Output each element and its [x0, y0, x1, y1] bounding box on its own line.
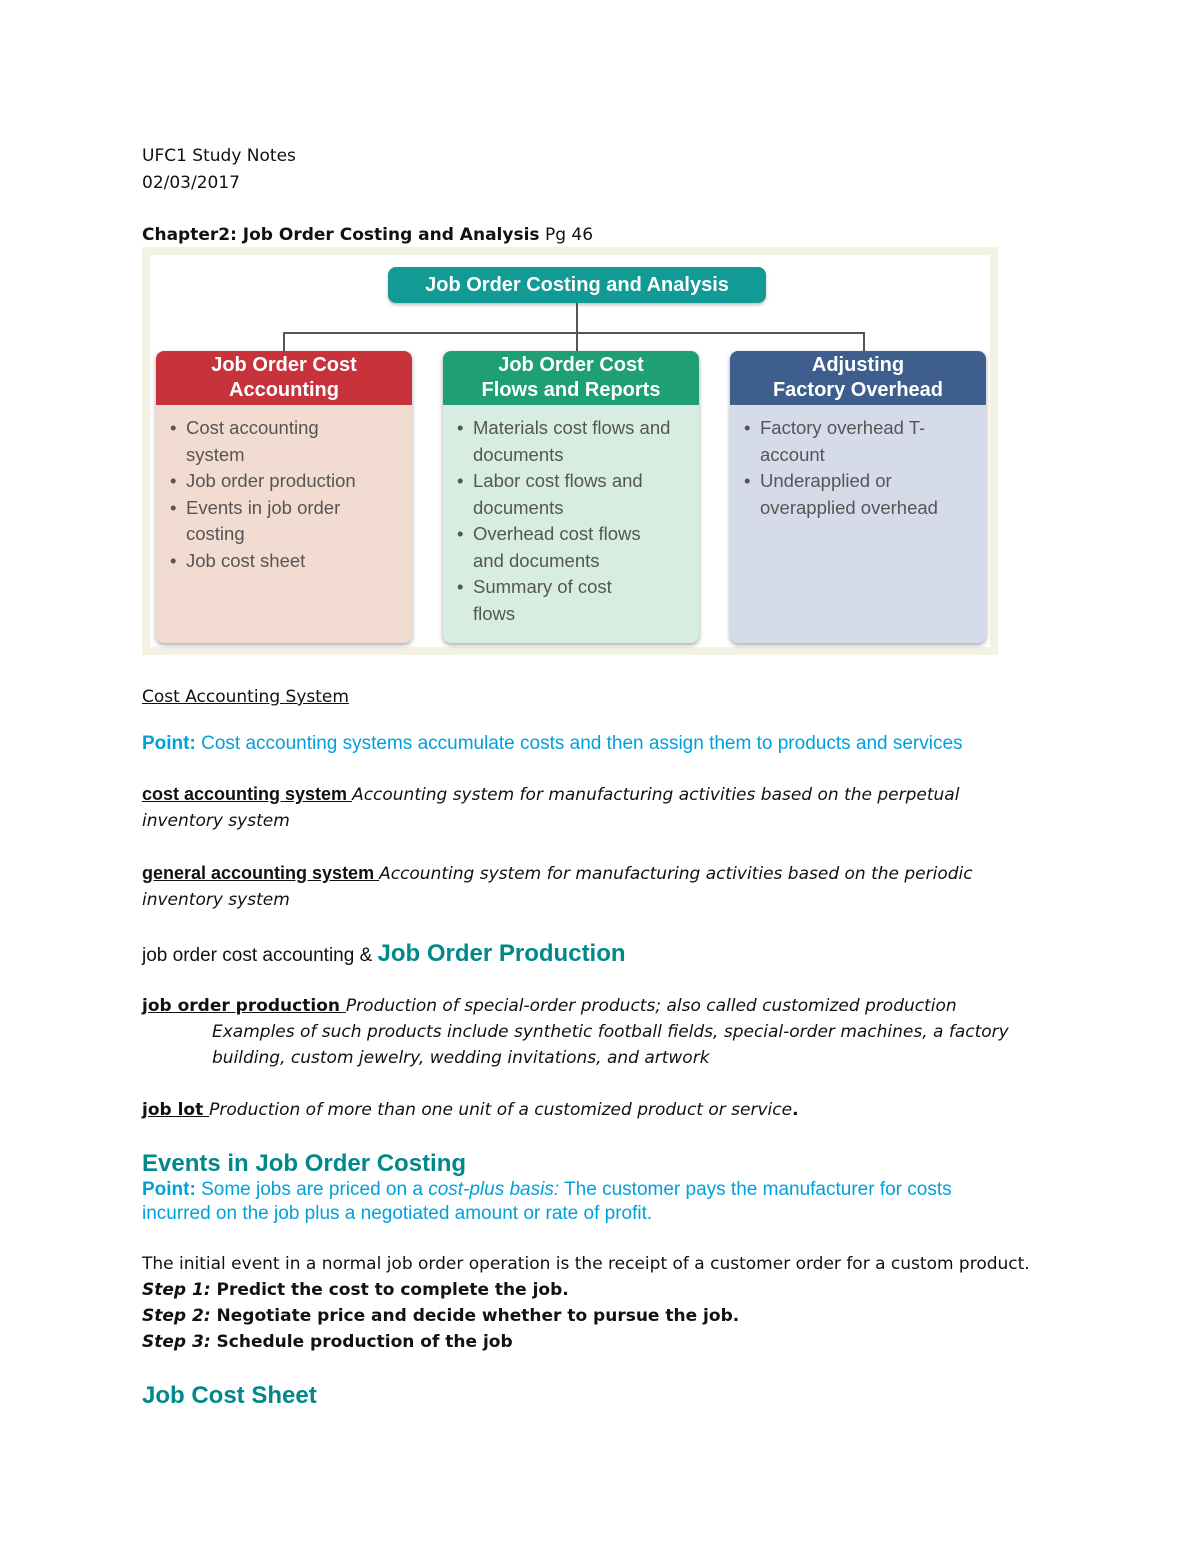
definition-period: . [792, 1100, 799, 1120]
list-item: • Job order production [170, 468, 406, 495]
point-label: Point: [142, 733, 196, 754]
connector-middle [576, 332, 578, 351]
list-item: • Job cost sheet [170, 548, 406, 575]
connector-horizontal [283, 332, 865, 334]
definition-text-continued: inventory system [142, 811, 290, 831]
step-label: Step 1: [142, 1280, 211, 1300]
definition-term: job order production [142, 996, 346, 1016]
step-1 [142, 1280, 569, 1300]
chapter-heading [142, 225, 593, 245]
point-text-post: The customer pays the manufacturer for costs [559, 1179, 952, 1200]
section-heading-events: Events in Job Order Costing [142, 1150, 467, 1177]
step-text: Negotiate price and decide whether to pursue the job. [210, 1306, 740, 1326]
definition-term: general accounting system [142, 863, 380, 883]
point-label: Point: [142, 1179, 196, 1200]
step-3 [142, 1332, 513, 1352]
definition-text: Accounting system for manufacturing activities based on the perpetual [352, 785, 960, 805]
section-heading-job-cost-sheet: Job Cost Sheet [142, 1382, 317, 1409]
diagram-top-node: Job Order Costing and Analysis [388, 267, 766, 303]
diagram-box-job-order-cost-flows [443, 351, 699, 643]
chapter-label: Chapter2: Job Order Costing and Analysis [142, 225, 540, 245]
list-item: • Materials cost flows and documents [457, 415, 673, 468]
definition-text: Accounting system for manufacturing activities based on the periodic [379, 864, 973, 884]
definition-term: job lot [142, 1100, 210, 1120]
definition-term: cost accounting system [142, 784, 353, 804]
box-heading: Job Order Cost Flows and Reports [443, 351, 699, 405]
point-text: Some jobs are priced on a [195, 1179, 429, 1200]
initial-event-text: The initial event in a normal job order operation is the receipt of a customer order for a custom product. [142, 1254, 1030, 1274]
step-text: Schedule production of the job [210, 1332, 513, 1352]
examples-line-2: building, custom jewelry, wedding invitations, and artwork [212, 1048, 710, 1068]
chapter-page: Pg 46 [544, 225, 594, 245]
list-item: • Labor cost flows and documents [457, 468, 683, 521]
point-note-1 [142, 733, 963, 755]
list-item: • Factory overhead T-account [744, 415, 930, 468]
list-item: • Underapplied or overapplied overhead [744, 468, 985, 521]
job-order-heading-line [142, 940, 626, 968]
step-label: Step 2: [142, 1306, 211, 1326]
definition-text: Production of more than one unit of a customized product or service [209, 1100, 793, 1120]
list-item: • Cost accounting system [170, 415, 366, 468]
box-list [730, 405, 986, 521]
list-item: • Events in job order costing [170, 495, 376, 548]
list-item: • Overhead cost flows and documents [457, 521, 673, 574]
diagram-box-job-order-cost-accounting [156, 351, 412, 643]
definition-text: Production of special-order products; also called customized production [345, 996, 957, 1016]
list-item: • Summary of cost flows [457, 574, 643, 627]
connector-left [283, 332, 285, 351]
point-text: Cost accounting systems accumulate costs and then assign them to products and services [195, 733, 963, 754]
examples-line-1: Examples of such products include synthetic football fields, special-order machines, a factory [212, 1022, 1009, 1042]
box-list [443, 405, 699, 627]
step-text: Predict the cost to complete the job. [210, 1280, 569, 1300]
document-date: 02/03/2017 [142, 173, 240, 193]
connector-trunk [576, 303, 578, 333]
job-order-costing-diagram [142, 247, 998, 655]
box-heading: Adjusting Factory Overhead [730, 351, 986, 405]
definition-job-lot [142, 1100, 799, 1120]
connector-right [863, 332, 865, 351]
step-2 [142, 1306, 739, 1326]
definition-text-continued: inventory system [142, 890, 290, 910]
box-list [156, 405, 412, 574]
step-label: Step 3: [142, 1332, 211, 1352]
point-note-2 [142, 1179, 952, 1201]
diagram-box-adjusting-factory-overhead [730, 351, 986, 643]
point-italic: cost-plus basis: [428, 1179, 560, 1200]
definition-cost-accounting-system [142, 784, 959, 805]
definition-job-order-production [142, 996, 957, 1016]
box-heading: Job Order Cost Accounting [156, 351, 412, 405]
section-heading-cost-accounting-system: Cost Accounting System [142, 687, 349, 707]
intro-text: job order cost accounting & [142, 945, 378, 966]
section-heading-job-order-production: Job Order Production [377, 940, 626, 967]
definition-general-accounting-system [142, 863, 973, 884]
point-note-2-line-2: incurred on the job plus a negotiated amount or rate of profit. [142, 1203, 653, 1224]
document-title: UFC1 Study Notes [142, 146, 296, 166]
